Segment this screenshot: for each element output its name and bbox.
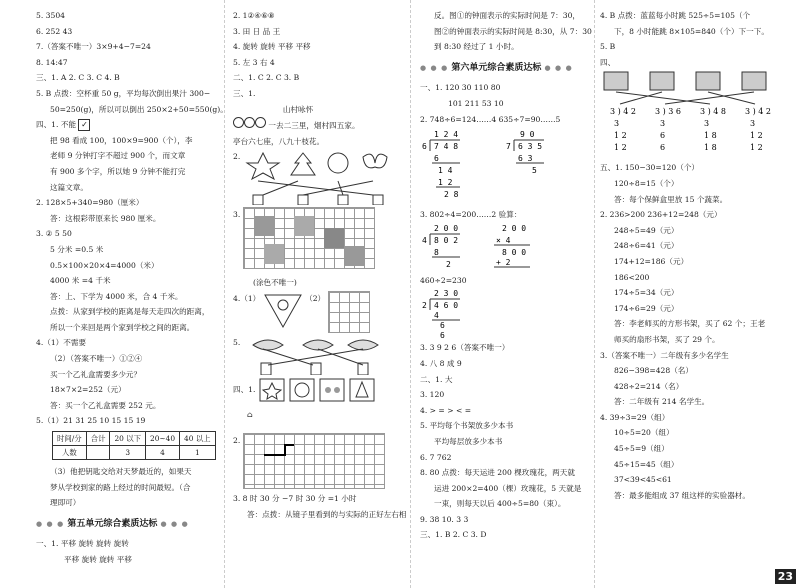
svg-text:6: 6 — [440, 331, 445, 341]
coloring-grid — [243, 207, 375, 269]
svg-text:× 4: × 4 — [496, 235, 511, 245]
svg-text:3: 3 — [614, 119, 620, 129]
answer-text: 四、1. 不能 — [36, 120, 77, 130]
answer-line: 师买的扇形书架，买了 29 个。 — [614, 334, 720, 344]
answer-line: 答：李老师买的方形书架，买了 62 个；王老 — [614, 319, 766, 329]
long-division-work — [420, 127, 590, 207]
answer-line: 5 分米 =0.5 米 — [50, 244, 104, 254]
table-row-label: 人数 — [53, 446, 87, 460]
answer-line: 图②的钟面表示的实际时间是 8:30，从 7：30 — [434, 26, 592, 36]
answer-line: 答：点拨：从镜子里看到的与实际的正好左右相 — [247, 509, 407, 519]
svg-text:3: 3 — [660, 119, 666, 129]
answer-note: (涂色不唯一) — [253, 278, 297, 288]
svg-text:1 2: 1 2 — [614, 143, 627, 153]
answer-line: 460÷2=230 — [420, 275, 467, 285]
answer-line: 5. 3504 — [36, 11, 65, 20]
svg-text:8: 8 — [434, 247, 439, 257]
answer-line: 5. B 点拨：空杯重 50 g，平均每次倒出果汁 300− — [36, 88, 211, 98]
answer-text: 3. — [233, 210, 241, 220]
circle-mark — [255, 117, 266, 128]
table-header: 20~40 — [146, 432, 180, 446]
section-title-text: 第六单元综合素质达标 — [451, 62, 542, 73]
answer-text: 四、1. — [233, 384, 256, 394]
answer-line: 3.（答案不唯一）二年级有多少名学生 — [600, 350, 729, 360]
answer-line — [233, 407, 403, 433]
answer-line: 一、1. 120 30 110 80 — [420, 83, 501, 93]
answer-text: 2. — [233, 435, 241, 445]
answer-line: 5. B — [600, 42, 616, 52]
answer-line: 2. 128×5+340=980（厘米） — [36, 198, 144, 208]
answer-line: 8. 80 点拨：每天运进 200 棵玫瑰花，两天就 — [420, 468, 575, 478]
answer-line: 答：每个保鲜盒里放 15 个蔬菜。 — [614, 194, 728, 204]
svg-text:6: 6 — [422, 142, 427, 152]
svg-text:8 0 2: 8 0 2 — [434, 235, 459, 245]
answer-line: 3. ② 5 50 — [36, 229, 72, 239]
answer-line: 三、1. B 2. C 3. D — [420, 530, 487, 540]
answer-line: 826−398=428（名） — [614, 366, 693, 376]
answer-line: 把 98 看成 100，100×9=900（个），李 — [50, 135, 193, 145]
answer-line: 5.（1）21 31 25 10 15 15 19 — [36, 416, 146, 426]
table-cell — [86, 446, 110, 460]
long-division-work — [420, 223, 590, 273]
leaf-figure — [243, 335, 383, 375]
poem-line: 亭台六七座，八九十枝花。 — [233, 136, 325, 146]
svg-text:6: 6 — [660, 131, 666, 141]
svg-text:2: 2 — [446, 259, 451, 269]
answer-line: 梦从学校到家的路上经过的时间最短。（合 — [50, 482, 191, 492]
answer-line: 248÷6=41（元） — [614, 241, 679, 251]
svg-text:9 0: 9 0 — [520, 130, 535, 140]
answer-line: 3. 3 9 2 6（答案不唯一） — [420, 343, 510, 353]
answer-line: 5. 左 3 右 4 — [233, 57, 275, 67]
svg-text:1 8: 1 8 — [704, 143, 717, 153]
answer-line: 101 211 53 10 — [448, 98, 504, 108]
section-title: ● ● ● 第五单元综合素质达标 ● ● ● — [36, 518, 189, 529]
symmetry-figures — [258, 377, 378, 403]
answer-line: 2. 236>200 236+12=248（元） — [600, 210, 722, 220]
answer-text: （2） — [305, 293, 326, 303]
svg-text:3 ) 4 2: 3 ) 4 2 — [745, 107, 772, 117]
translation-grid — [243, 433, 385, 489]
svg-text:4 6 0: 4 6 0 — [434, 301, 459, 311]
svg-text:2 0 0: 2 0 0 — [434, 223, 459, 233]
answer-line: 6. 7 762 — [420, 452, 452, 462]
svg-text:8 0 0: 8 0 0 — [502, 247, 527, 257]
answer-line: 3. 802÷4=200……2 验算： — [420, 210, 522, 220]
shape-matching-figure — [243, 149, 393, 205]
answer-line: 买一个乙礼盒需要多少元？ — [50, 369, 142, 379]
path-segment — [264, 454, 284, 456]
table-header: 40 以上 — [180, 432, 216, 446]
answer-text: 2. — [233, 152, 241, 162]
answer-line: 三、1. — [233, 88, 256, 98]
answer-line: 运进 200×2=400（棵）玫瑰花，5 天就是 — [434, 483, 582, 493]
house-icon: ⌂ — [247, 409, 253, 419]
answer-line: 10÷5=20（组） — [614, 428, 674, 438]
answer-line: 120÷8=15（个） — [614, 178, 679, 188]
answer-line: 186<200 — [614, 272, 650, 282]
svg-text:6 3: 6 3 — [518, 154, 533, 164]
answer-line — [233, 433, 403, 491]
svg-text:6: 6 — [440, 321, 445, 331]
answer-line: 8. 14:47 — [36, 57, 68, 67]
answer-column-4 — [600, 8, 790, 503]
answer-line: 37<39<45<61 — [614, 475, 672, 485]
answer-column-1 — [36, 8, 228, 568]
square-grid — [328, 291, 370, 333]
answer-line: 二、1. C 2. C 3. B — [233, 73, 300, 83]
svg-text:2: 2 — [422, 301, 427, 311]
answer-line: 反。图①的钟面表示的实际时间是 7：30， — [434, 11, 580, 20]
svg-text:7: 7 — [506, 142, 511, 152]
shaded-shape — [324, 228, 344, 248]
answer-line: 4. > = > < = — [420, 405, 472, 415]
shaded-shape — [294, 216, 314, 236]
answer-line: 答：最多能组成 37 组这样的实验器材。 — [614, 490, 750, 500]
answer-line: 0.5×100×20×4=4000（米） — [50, 260, 159, 270]
poem-text: 一去二三里，烟村四五家。 — [268, 121, 360, 131]
poem-title: 山村咏怀 — [282, 104, 314, 114]
answer-line: 答：这根彩带原来长 980 厘米。 — [50, 213, 161, 223]
answer-line: 答：二年级有 214 名学生。 — [614, 397, 710, 407]
answer-line: 一、1. 平移 旋转 旋转 旋转 — [36, 539, 129, 549]
svg-text:6: 6 — [434, 154, 439, 164]
answer-line: 18×7×2=252（元） — [50, 385, 126, 395]
column-divider — [410, 0, 411, 588]
answer-column-3 — [420, 8, 590, 543]
answer-column-2 — [233, 8, 407, 522]
svg-text:3 ) 4 8: 3 ) 4 8 — [700, 107, 727, 117]
answer-line: 理即可） — [50, 498, 81, 508]
matching-division-figure — [600, 70, 790, 160]
table-cell: 4 — [146, 446, 180, 460]
time-table — [52, 431, 216, 460]
answer-line: （2）（答案不唯一）①②④ — [50, 354, 143, 364]
svg-text:2 3 0: 2 3 0 — [434, 289, 459, 299]
answer-line: 174÷5=34（元） — [614, 288, 679, 298]
path-segment — [284, 444, 294, 446]
table-cell: 1 — [180, 446, 216, 460]
answer-line: 三、1. A 2. C 3. C 4. B — [36, 73, 120, 83]
svg-text:1 2: 1 2 — [750, 143, 763, 153]
long-division-figure — [420, 223, 580, 273]
answer-line: 45÷15=45（组） — [614, 459, 679, 469]
svg-text:2 0 0: 2 0 0 — [502, 223, 527, 233]
column-divider — [594, 0, 595, 588]
answer-line: 248÷5=49（元） — [614, 225, 679, 235]
answer-line: 四、 — [600, 57, 616, 67]
answer-line: 4. B 点拨：蓝蓝每小时跳 525÷5=105（个 — [600, 11, 751, 20]
svg-text:1 2: 1 2 — [614, 131, 627, 141]
picture-matching-figure — [600, 70, 780, 160]
answer-line: 45÷5=9（组） — [614, 444, 669, 454]
answer-line — [233, 207, 403, 275]
column-divider — [224, 0, 225, 588]
answer-line: 五、1. 150−30=120（个） — [600, 163, 700, 173]
answer-line: 6. 252 43 — [36, 26, 73, 36]
answer-line — [233, 149, 403, 207]
svg-text:1 8: 1 8 — [704, 131, 717, 141]
answer-line — [233, 335, 403, 377]
svg-text:3: 3 — [750, 119, 756, 129]
answer-line: 老师 9 分钟打字不超过 900 个，而文章 — [50, 151, 186, 161]
answer-line: 平移 旋转 旋转 平移 — [64, 555, 132, 564]
answer-text: 4.（1） — [233, 293, 261, 303]
answer-line: 7.（答案不唯一）3×9+4−7=24 — [36, 42, 151, 52]
answer-line: 答：上、下学为 4000 米，合 4 千米。 — [50, 291, 183, 301]
long-division-work — [420, 288, 590, 340]
answer-line: 4. 八 8 成 9 — [420, 358, 462, 368]
svg-text:1 2: 1 2 — [750, 131, 763, 141]
answer-line: 所以一个来回是两个家到学校之间的距离。 — [50, 322, 195, 332]
answer-line: 3. 8 时 30 分 −7 时 30 分 =1 小时 — [233, 493, 357, 503]
answer-line: 答：买一个乙礼盒需要 252 元。 — [50, 400, 161, 410]
answer-line: 5. 平均每个书架放多少本书 — [420, 421, 514, 431]
table-cell: 3 — [110, 446, 146, 460]
answer-line: （3）他把钥匙交给对天梦最近的，如果天 — [50, 467, 192, 477]
answer-line: 3. 120 — [420, 390, 445, 400]
answer-line: 174÷6=29（元） — [614, 303, 679, 313]
svg-text:3: 3 — [704, 119, 710, 129]
answer-line: 这篇文章。 — [50, 182, 88, 192]
answer-text: 5. — [233, 337, 241, 347]
answer-line: 平均每层放多少本书 — [434, 436, 503, 446]
shaded-shape — [264, 244, 284, 264]
shaded-shape — [344, 246, 364, 266]
shaded-shape — [254, 216, 274, 236]
table-header: 时间/分 — [53, 432, 87, 446]
checkmark-icon: ✓ — [78, 119, 90, 131]
circle-mark — [244, 117, 255, 128]
answer-line — [233, 377, 403, 407]
section-title: ● ● ● 第六单元综合素质达标 ● ● ● — [420, 62, 573, 73]
svg-text:3 ) 3 6: 3 ) 3 6 — [655, 107, 682, 117]
table-header: 合计 — [86, 432, 110, 446]
answer-line: 点拨：从家到学校的距离是每天走四次的距离， — [50, 307, 210, 317]
answer-line: 到 8:30 经过了 1 小时。 — [434, 42, 519, 52]
answer-line: 有 900 多个字，所以她 9 分钟不能打完 — [50, 166, 186, 176]
answer-line: 9. 38 10. 3 3 — [420, 514, 469, 524]
svg-text:+ 2: + 2 — [496, 257, 511, 267]
svg-text:1 2: 1 2 — [438, 178, 453, 188]
svg-text:5: 5 — [532, 166, 537, 176]
svg-text:6 3 5: 6 3 5 — [518, 142, 543, 152]
answer-line: 2. 748÷6=124……4 635÷7=90……5 — [420, 114, 561, 124]
answer-line — [233, 291, 403, 335]
answer-line: 428÷2=214（名） — [614, 381, 684, 391]
answer-line: 3. 田 日 品 王 — [233, 26, 281, 36]
svg-text:1 2 4: 1 2 4 — [434, 130, 459, 140]
answer-line: 4000 米 =4 千米 — [50, 276, 111, 286]
svg-text:3 ) 4 2: 3 ) 4 2 — [610, 107, 637, 117]
answer-line: 2. 1②④⑥⑧ — [233, 11, 275, 20]
poem-line — [233, 117, 403, 134]
svg-text:1 4: 1 4 — [438, 166, 453, 176]
svg-text:2 8: 2 8 — [444, 190, 459, 200]
page-number: 23 — [775, 569, 796, 584]
circle-mark — [233, 117, 244, 128]
answer-line: 4. 39÷3=29（组） — [600, 412, 670, 422]
svg-text:6: 6 — [660, 143, 666, 153]
answer-line: 50=250(g)，所以可以倒出 250×2+50=550(g)。 — [50, 104, 228, 114]
long-division-figure — [420, 288, 500, 340]
answer-line — [36, 117, 216, 133]
answer-line: 二、1. 大 — [420, 374, 453, 384]
triangle-figure — [263, 291, 303, 331]
table-header: 20 以下 — [110, 432, 146, 446]
answer-line: 下，8 小时能跳 8×105=840（个）下一下。 — [614, 26, 769, 36]
svg-text:4: 4 — [434, 311, 439, 321]
answer-line: 4.（1）不需要 — [36, 338, 87, 348]
svg-text:4: 4 — [422, 235, 427, 245]
answer-line: 4. 旋转 旋转 平移 平移 — [233, 42, 311, 52]
svg-text:7 4 8: 7 4 8 — [434, 142, 459, 152]
section-title-text: 第五单元综合素质达标 — [67, 518, 158, 529]
answer-line: 一束，则每天以后 400÷5=80（束）。 — [434, 499, 566, 509]
long-division-figure — [420, 127, 580, 207]
answer-line: 174+12=186（元） — [614, 256, 689, 266]
